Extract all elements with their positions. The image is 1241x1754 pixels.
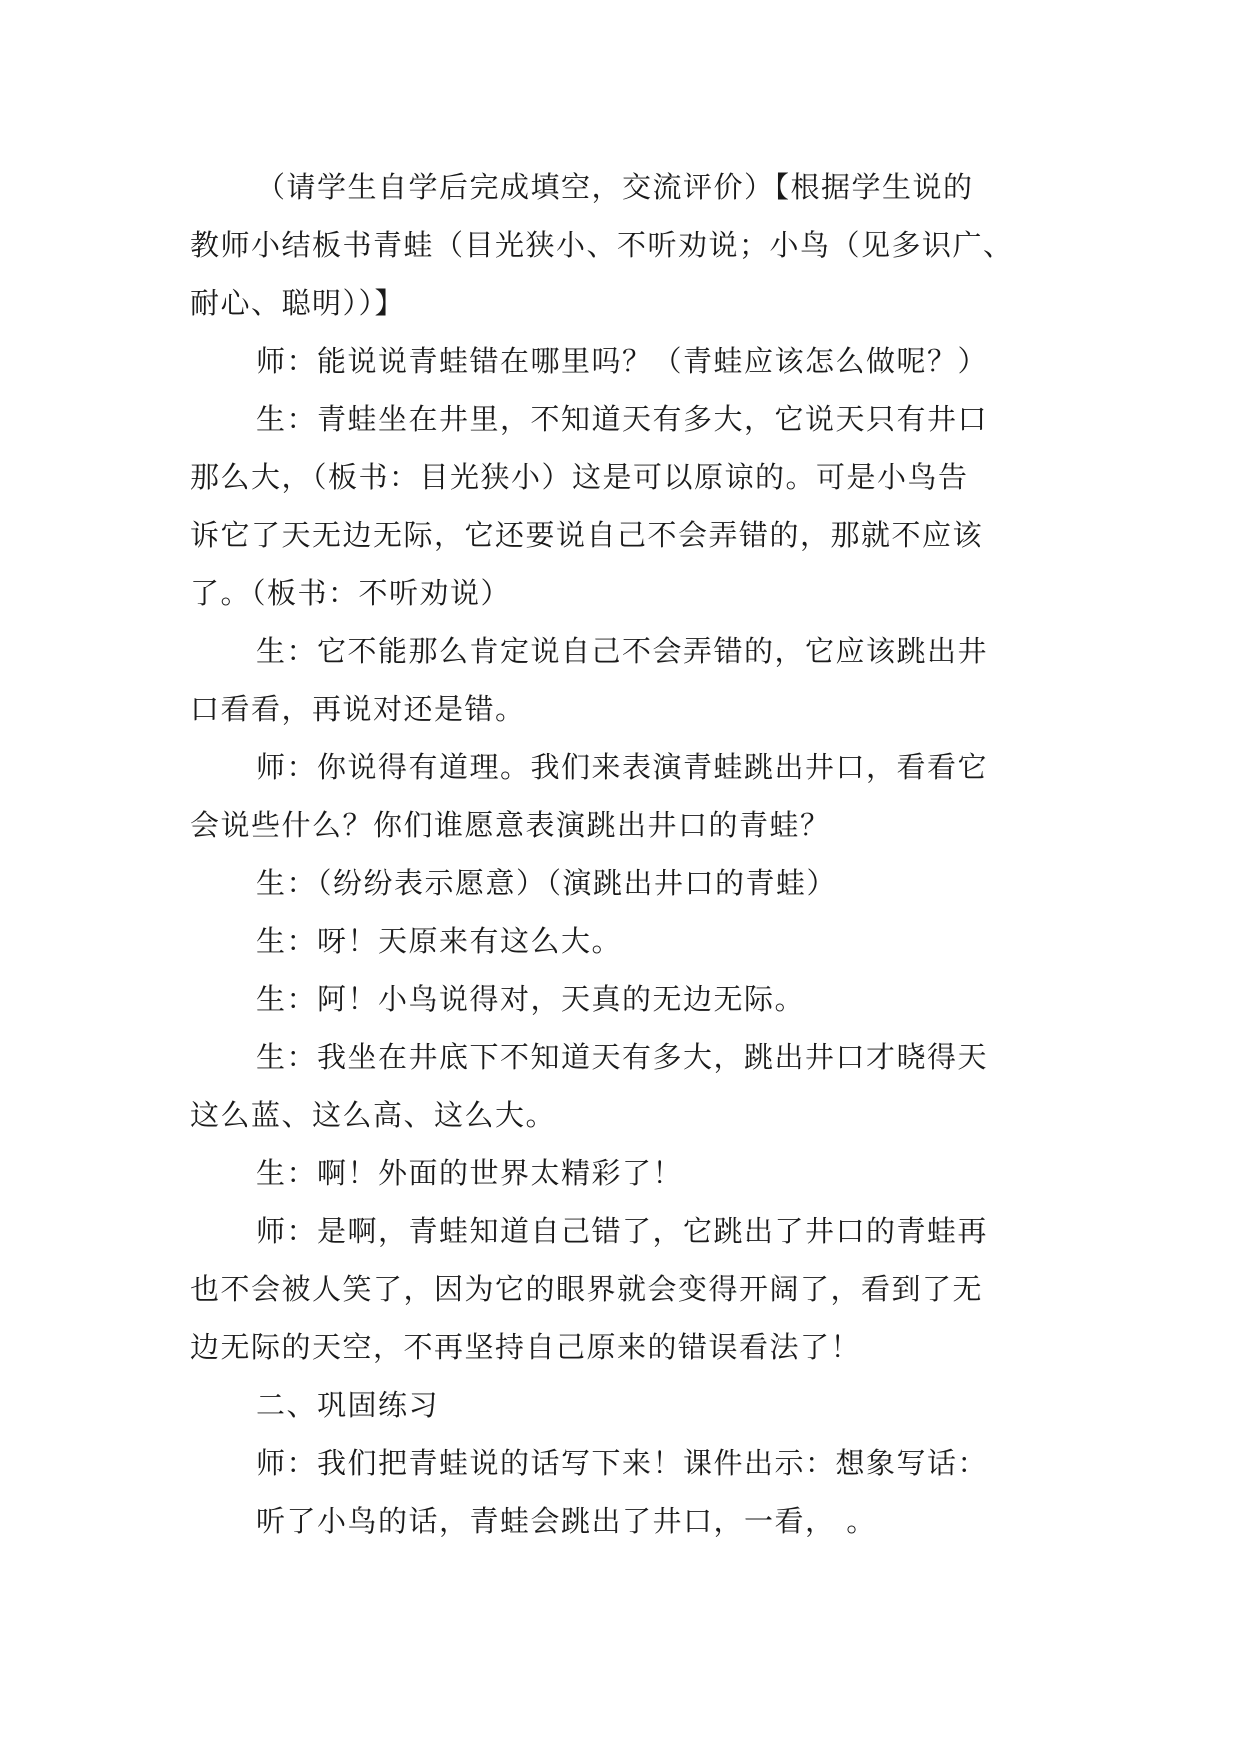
text-line: 生：啊！外面的世界太精彩了！ [256, 1156, 684, 1190]
text-line: 生：阿！小鸟说得对，天真的无边无际。 [256, 982, 806, 1016]
text-line: 生：我坐在井底下不知道天有多大，跳出井口才晓得天 [256, 1040, 989, 1074]
text-line: 师：你说得有道理。我们来表演青蛙跳出井口，看看它 [256, 750, 989, 784]
text-line: 边无际的天空，不再坚持自己原来的错误看法了！ [190, 1330, 862, 1364]
paragraph [190, 158, 1090, 332]
text-line: 生：呀！天原来有这么大。 [256, 924, 623, 958]
text-line: 生：（纷纷表示愿意）（演跳出井口的青蛙） [256, 866, 838, 900]
text-line: 二、巩固练习 [256, 1388, 440, 1422]
text-line: 诉它了天无边无际，它还要说自己不会弄错的，那就不应该 [190, 518, 984, 552]
text-line: 这么蓝、这么高、这么大。 [190, 1098, 557, 1132]
paragraph [190, 390, 1090, 622]
text-line: 师：能说说青蛙错在哪里吗？（青蛙应该怎么做呢？） [256, 344, 989, 378]
paragraph [190, 970, 1090, 1028]
text-line: 教师小结板书青蛙（目光狭小、不听劝说；小鸟（见多识广、 [190, 228, 1014, 262]
paragraph [190, 1376, 1090, 1434]
text-line: 耐心、聪明））】 [190, 286, 406, 320]
paragraph [190, 1202, 1090, 1376]
text-line: 听了小鸟的话，青蛙会跳出了井口，一看， 。 [256, 1504, 877, 1538]
text-line: 生：它不能那么肯定说自己不会弄错的，它应该跳出井 [256, 634, 989, 668]
text-line: 师：是啊，青蛙知道自己错了，它跳出了井口的青蛙再 [256, 1214, 989, 1248]
paragraph [190, 854, 1090, 912]
paragraph [190, 1492, 1090, 1550]
text-line: 那么大，（板书：目光狭小）这是可以原谅的。可是小鸟告 [190, 460, 969, 494]
paragraph [190, 1434, 1090, 1492]
paragraph [190, 912, 1090, 970]
text-line: （请学生自学后完成填空，交流评价）【根据学生说的 [256, 170, 974, 204]
text-line: 会说些什么？你们谁愿意表演跳出井口的青蛙？ [190, 808, 831, 842]
paragraph [190, 738, 1090, 854]
paragraph [190, 1028, 1090, 1144]
paragraph [190, 1144, 1090, 1202]
document-body [190, 158, 1090, 1550]
text-line: 师：我们把青蛙说的话写下来！课件出示：想象写话： [256, 1446, 989, 1480]
text-line: 生：青蛙坐在井里，不知道天有多大，它说天只有井口 [256, 402, 989, 436]
text-line: 也不会被人笑了，因为它的眼界就会变得开阔了，看到了无 [190, 1272, 984, 1306]
text-line: 口看看，再说对还是错。 [190, 692, 526, 726]
paragraph [190, 622, 1090, 738]
paragraph [190, 332, 1090, 390]
text-line: 了。（板书：不听劝说） [190, 576, 512, 610]
